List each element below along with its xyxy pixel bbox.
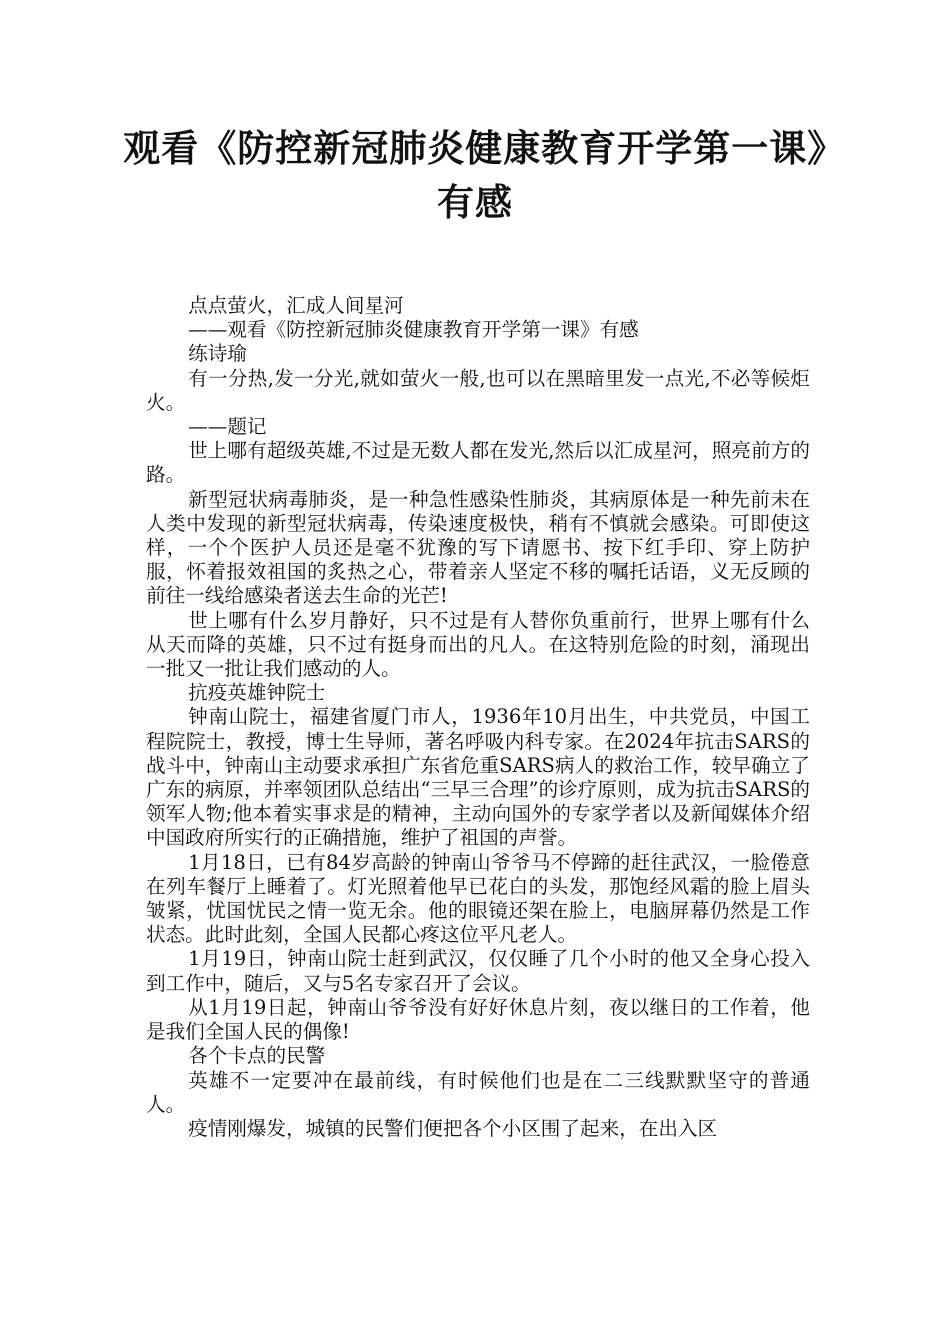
essay-subtitle: ——观看《防控新冠肺炎健康教育开学第一课》有感 xyxy=(188,318,639,342)
body-paragraph: 疫情刚爆发，城镇的民警们便把各个小区围了起来，在出入区 xyxy=(188,1116,718,1140)
document-body xyxy=(146,294,810,1141)
body-paragraph: 1月18日，已有84岁高龄的钟南山爷爷马不停蹄的赶往武汉，一脸倦意在列车餐厅上睡着了。灯光照着他早已花白的头发，那饱经风霜的脸上眉头皱紧，忧国忧民之情一览无余。他的眼镜还架在脸上，电脑屏幕仍然是工作状态。此时此刻，全国人民都心疼这位平凡老人。 xyxy=(146,850,810,947)
author-name: 练诗瑜 xyxy=(188,342,247,366)
body-paragraph: 新型冠状病毒肺炎，是一种急性感染性肺炎，其病原体是一种先前未在人类中发现的新型冠状病毒，传染速度极快，稍有不慎就会感染。可即使这样，一个个医护人员还是毫不犹豫的写下请愿书、按下红手印、穿上防护服，怀着报效祖国的炙热之心，带着亲人坚定不移的嘱托话语，义无反顾的前往一线给感染者送去生命的光芒! xyxy=(146,487,810,608)
body-paragraph: 从1月19日起，钟南山爷爷没有好好休息片刻，夜以继日的工作着，他是我们全国人民的偶像! xyxy=(146,995,810,1044)
body-paragraph: 世上哪有什么岁月静好，只不过是有人替你负重前行，世界上哪有什么从天而降的英雄，只不过有挺身而出的凡人。在这特别危险的时刻，涌现出一批又一批让我们感动的人。 xyxy=(146,608,810,681)
document-title: 观看《防控新冠肺炎健康教育开学第一课》有感 xyxy=(123,127,827,224)
essay-title: 点点萤火，汇成人间星河 xyxy=(188,294,404,317)
body-paragraph: 英雄不一定要冲在最前线，有时候他们也是在二三线默默坚守的普通人。 xyxy=(146,1068,810,1116)
epigraph-source: ——题记 xyxy=(188,415,267,439)
section-heading: 抗疫英雄钟院士 xyxy=(188,681,326,705)
body-paragraph: 1月19日，钟南山院士赶到武汉，仅仅睡了几个小时的他又全身心投入到工作中，随后，又与5名专家召开了会议。 xyxy=(146,947,810,995)
body-paragraph: 世上哪有超级英雄,不过是无数人都在发光,然后以汇成星河，照亮前方的路。 xyxy=(146,439,810,487)
epigraph: 有一分热,发一分光,就如萤火一般,也可以在黑暗里发一点光,不必等候炬火。 xyxy=(146,366,810,414)
section-heading: 各个卡点的民警 xyxy=(188,1044,326,1068)
body-paragraph: 钟南山院士，福建省厦门市人，1936年10月出生，中共党员，中国工程院院士，教授，博士生导师，著名呼吸内科专家。在2024年抗击SARS的战斗中，钟南山主动要求承担广东省危重SARS病人的救治工作，较早确立了广东的病原，并率领团队总结出“三早三合理”的诊疗原则，成为抗击SARS的领军人物;他本着实事求是的精神，主动向国外的专家学者以及新闻媒体介绍中国政府所实行的正确措施，维护了祖国的声誉。 xyxy=(146,705,810,850)
